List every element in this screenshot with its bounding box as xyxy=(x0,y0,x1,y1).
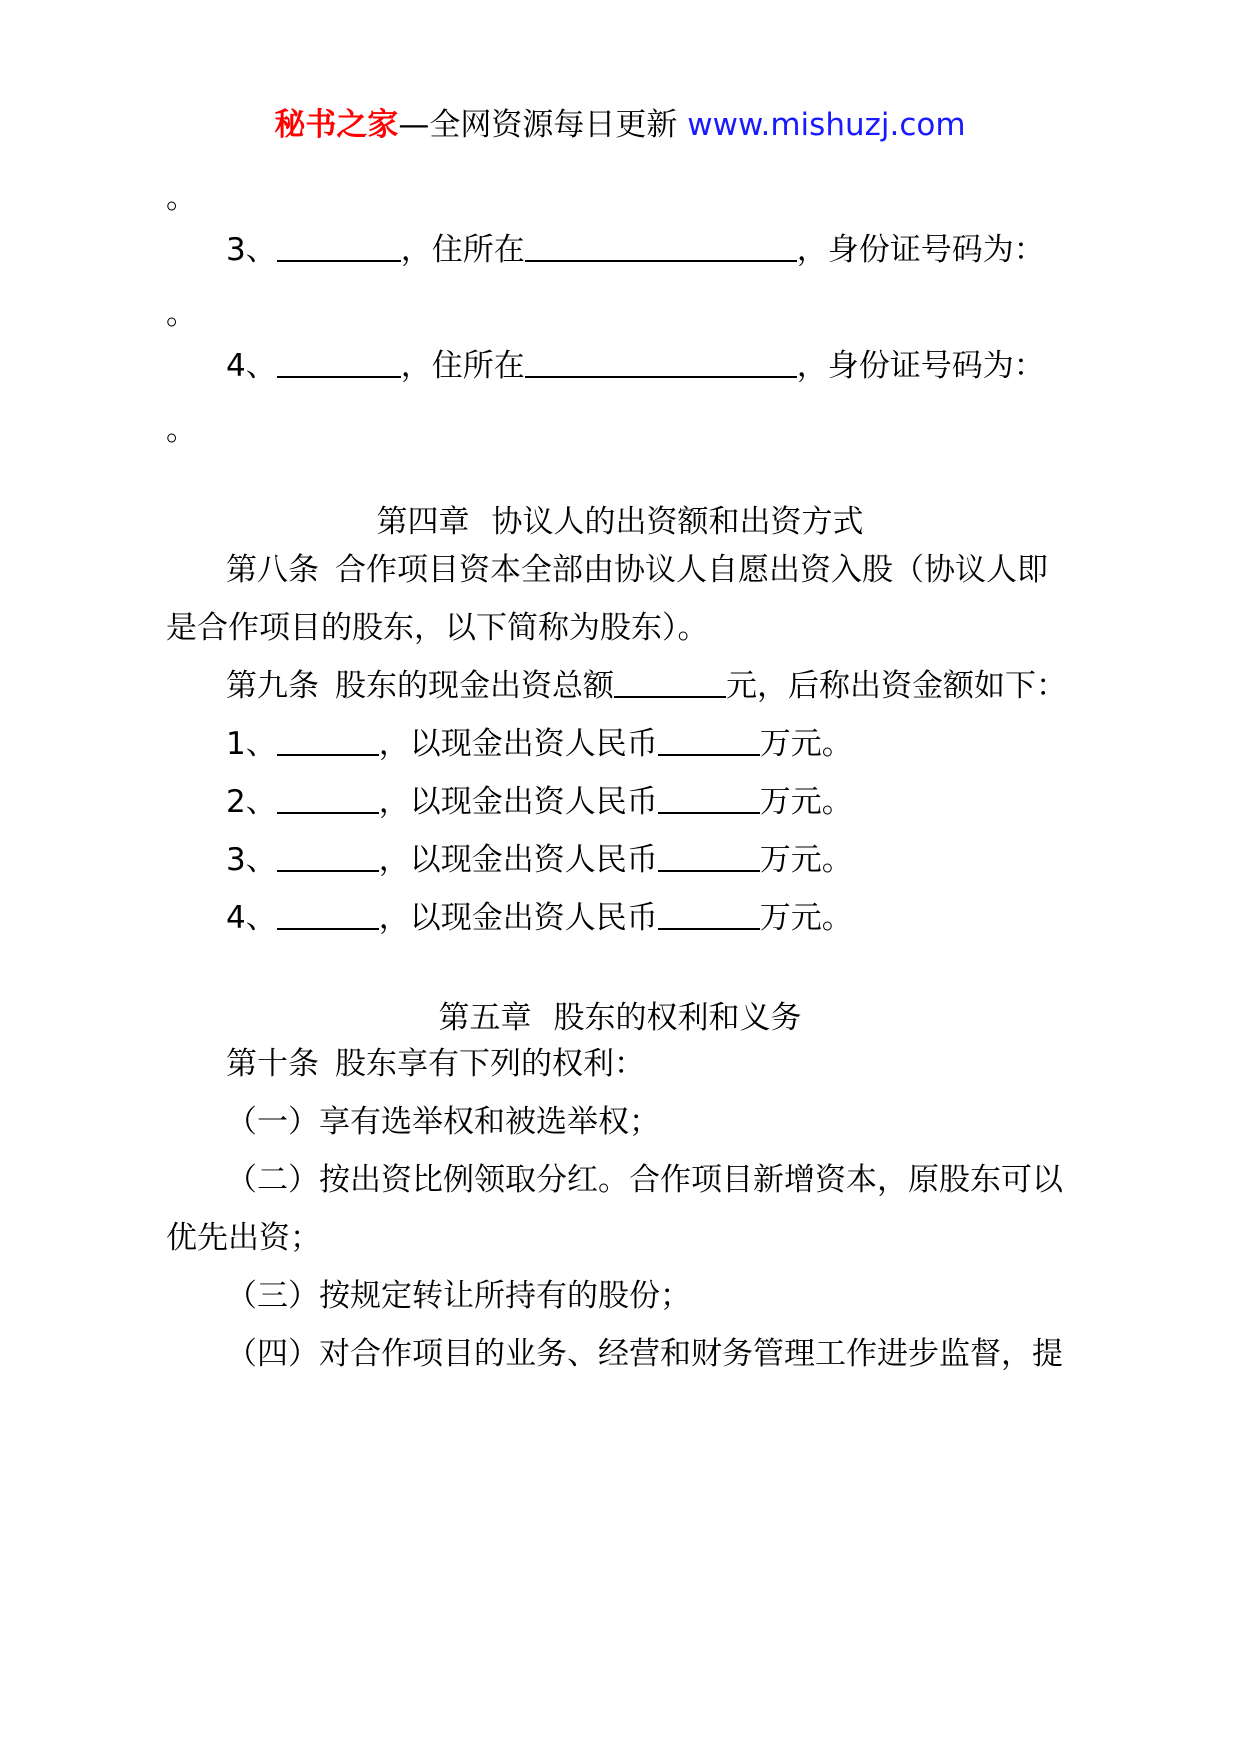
id-label: ，身份证号码为： xyxy=(796,232,1045,268)
cash-label: ，以现金出资人民币 xyxy=(378,900,658,936)
item-number: 1、 xyxy=(226,726,277,762)
chapter-label: 第四章 xyxy=(376,504,470,540)
unit-text: 万元。 xyxy=(759,784,853,820)
address-label: ，住所在 xyxy=(400,348,525,384)
cash-item-3 xyxy=(226,838,853,882)
article-text: 合作项目资本全部由协议人自愿出资入股（协议人即 xyxy=(335,552,1048,588)
period-text: 。 xyxy=(166,412,197,448)
total-amount-blank xyxy=(614,668,726,698)
amount-blank xyxy=(658,842,760,872)
article-8 xyxy=(226,548,1048,592)
right-text: （四）对合作项目的业务、经营和财务管理工作进步监督，提 xyxy=(226,1336,1063,1372)
chapter-title: 股东的权利和义务 xyxy=(553,1000,802,1036)
article-label: 第九条 xyxy=(226,668,319,704)
cash-item-2 xyxy=(226,780,853,824)
article-text: 是合作项目的股东，以下简称为股东）。 xyxy=(166,610,709,646)
article-9 xyxy=(226,664,1067,708)
cash-label: ，以现金出资人民币 xyxy=(378,784,658,820)
amount-blank xyxy=(658,726,760,756)
right-text: 优先出资； xyxy=(166,1220,321,1256)
article-text: 股东享有下列的权利： xyxy=(335,1046,645,1082)
name-blank xyxy=(277,784,379,814)
item-number: 3、 xyxy=(226,232,277,268)
item-number: 2、 xyxy=(226,784,277,820)
right-item-4 xyxy=(226,1332,1063,1376)
article-label: 第十条 xyxy=(226,1046,319,1082)
right-item-1 xyxy=(226,1100,660,1144)
chapter-5-heading xyxy=(0,996,1240,1040)
item-number: 3、 xyxy=(226,842,277,878)
cash-item-1 xyxy=(226,722,853,766)
party-item-3 xyxy=(226,228,1045,272)
id-label: ，身份证号码为： xyxy=(796,348,1045,384)
article-8-continued xyxy=(166,606,709,650)
address-blank xyxy=(525,232,797,262)
brand-name: 秘书之家 xyxy=(274,107,399,143)
name-blank xyxy=(277,726,379,756)
chapter-label: 第五章 xyxy=(438,1000,532,1036)
right-text: （一）享有选举权和被选举权； xyxy=(226,1104,660,1140)
article-text: 股东的现金出资总额 xyxy=(335,668,614,704)
party-item-4 xyxy=(226,344,1045,388)
amount-blank xyxy=(658,900,760,930)
cash-label: ，以现金出资人民币 xyxy=(378,726,658,762)
period-text: 。 xyxy=(166,296,197,332)
cash-item-4 xyxy=(226,896,853,940)
site-url: www.mishuzj.com xyxy=(687,107,966,143)
period-line xyxy=(166,408,197,452)
right-text: （三）按规定转让所持有的股份； xyxy=(226,1278,691,1314)
right-item-2-continued xyxy=(166,1216,321,1260)
name-blank xyxy=(277,842,379,872)
item-number: 4、 xyxy=(226,348,277,384)
header-slogan: —全网资源每日更新 xyxy=(398,107,678,143)
chapter-title: 协议人的出资额和出资方式 xyxy=(491,504,864,540)
right-item-3 xyxy=(226,1274,691,1318)
period-text: 。 xyxy=(166,180,197,216)
article-10 xyxy=(226,1042,645,1086)
article-label: 第八条 xyxy=(226,552,319,588)
right-item-2 xyxy=(226,1158,1063,1202)
name-blank xyxy=(277,348,401,378)
unit-text: 万元。 xyxy=(759,726,853,762)
period-line xyxy=(166,176,197,220)
amount-blank xyxy=(658,784,760,814)
right-text: （二）按出资比例领取分红。合作项目新增资本，原股东可以 xyxy=(226,1162,1063,1198)
address-blank xyxy=(525,348,797,378)
unit-text: 万元。 xyxy=(759,900,853,936)
chapter-4-heading xyxy=(0,500,1240,544)
address-label: ，住所在 xyxy=(400,232,525,268)
article-text: 元，后称出资金额如下： xyxy=(726,668,1067,704)
item-number: 4、 xyxy=(226,900,277,936)
name-blank xyxy=(277,900,379,930)
page-header xyxy=(0,100,1240,150)
name-blank xyxy=(277,232,401,262)
cash-label: ，以现金出资人民币 xyxy=(378,842,658,878)
unit-text: 万元。 xyxy=(759,842,853,878)
period-line xyxy=(166,292,197,336)
